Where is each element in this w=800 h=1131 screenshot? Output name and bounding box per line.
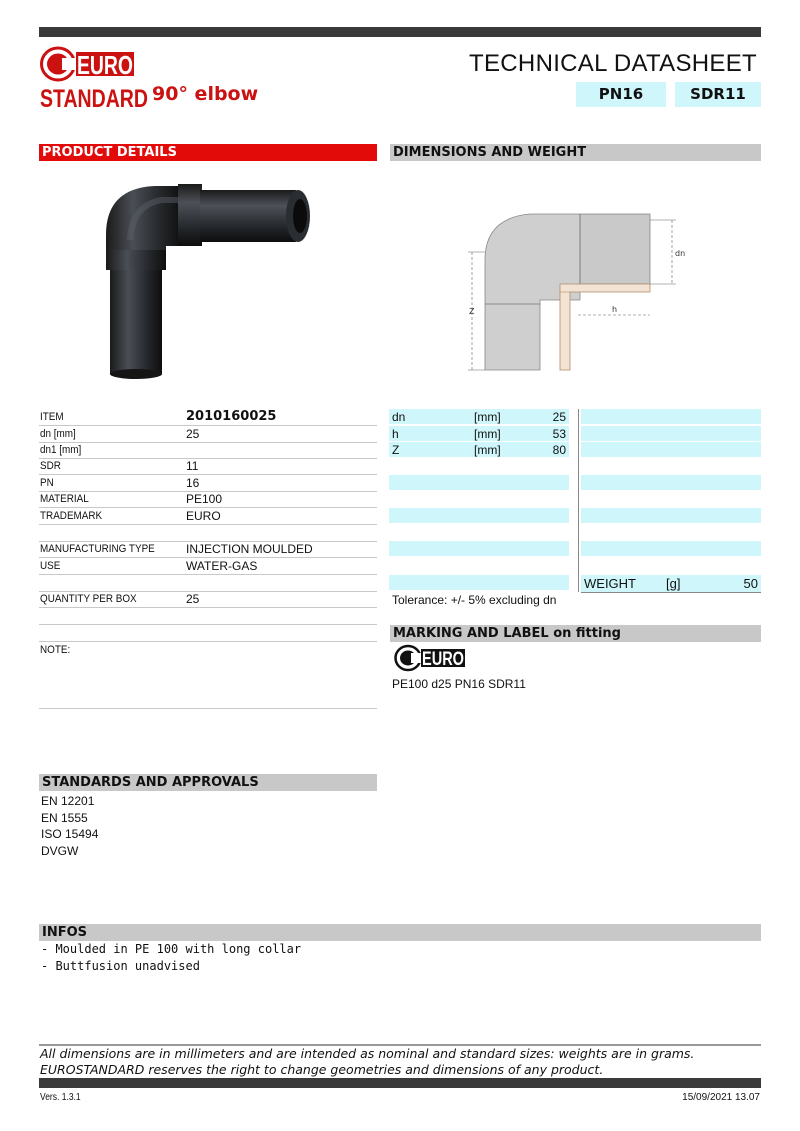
product-row [39,475,377,492]
dimension-row [389,442,569,457]
tolerance-text: Tolerance: +/- 5% excluding dn [392,593,557,607]
footer-note-line1: All dimensions are in millimeters and are intended as nominal and standard sizes: weights are in grams. [40,1046,695,1061]
version-text: Vers. 1.3.1 [40,1092,81,1103]
product-row-value: PE100 [186,492,223,506]
info-item: - Moulded in PE 100 with long collar [41,942,302,956]
product-row-value: INJECTION MOULDED [186,542,313,556]
infos-header: INFOS [39,924,761,941]
sdr-badge: SDR11 [675,82,761,107]
standard-item: DVGW [41,843,79,858]
dimension-value: 53 [552,427,566,441]
standard-item: EN 12201 [41,794,95,808]
info-item: - Buttfusion unadvised [41,959,200,973]
dimension-row-empty [581,475,761,490]
product-row-label: TRADEMARK [40,510,103,522]
product-row-label: dn [mm] [40,428,76,440]
product-row-label: QUANTITY PER BOX [40,593,137,605]
dimension-row-empty [581,442,761,457]
product-row-label: dn1 [mm] [40,444,82,456]
product-row [39,591,377,608]
dimension-row [389,541,569,556]
product-row [39,491,377,508]
dimension-row [389,475,569,490]
product-row [39,409,377,426]
product-row-value: EURO [186,509,221,523]
logo-standard-text: STANDARD [40,85,148,113]
dimension-unit: [mm] [474,443,501,457]
weight-value: 50 [743,576,758,591]
pn-badge: PN16 [576,82,666,107]
product-row-value: 16 [186,476,200,490]
dimension-row-empty [581,426,761,441]
product-row [39,508,377,525]
product-separator [39,641,377,642]
marking-label-header: MARKING AND LABEL on fitting [390,625,761,642]
footer-note-line2: EUROSTANDARD reserves the right to change geometries and dimensions of any product. [40,1062,604,1077]
eurostandard-logo-icon [40,46,136,82]
product-row [39,426,377,443]
weight-underline [581,592,761,593]
dimension-row [389,508,569,523]
product-details-header: PRODUCT DETAILS [39,144,377,161]
product-row [39,442,377,459]
top-bar [39,27,761,37]
product-row [39,458,377,475]
dimension-column-divider [578,409,579,592]
dimension-name: h [392,427,399,441]
dimension-row-empty [581,508,761,523]
document-title: TECHNICAL DATASHEET [469,50,757,77]
dimension-row [389,409,569,424]
dimension-value: 25 [552,410,566,424]
product-subtitle: 90° elbow [152,83,259,105]
product-row-value: 2010160025 [186,409,277,424]
standard-item: EN 1555 [41,810,88,825]
euro-marking-logo-icon [394,644,466,672]
product-row [39,575,377,592]
product-row-label: ITEM [40,411,64,423]
drawing-h-label: h [612,305,618,314]
dimension-row [389,575,569,590]
elbow-technical-drawing [460,200,700,380]
marking-logo-text: EURO [422,649,464,670]
product-row [39,558,377,575]
product-row [39,541,377,558]
note-label: NOTE: [40,644,71,656]
product-separator [39,624,377,625]
drawing-z-label: Z [469,307,475,316]
dimension-unit: [mm] [474,410,501,424]
product-row [39,525,377,542]
product-row-label: PN [40,477,54,489]
dimension-name: dn [392,410,406,424]
dimensions-weight-header: DIMENSIONS AND WEIGHT [390,144,761,161]
marking-text: PE100 d25 PN16 SDR11 [392,677,526,691]
product-row-label: MATERIAL [40,493,89,505]
weight-unit: [g] [666,576,681,591]
standards-header: STANDARDS AND APPROVALS [39,774,377,791]
bottom-bar [39,1078,761,1088]
product-row-value: 25 [186,427,200,441]
dimension-unit: [mm] [474,427,501,441]
product-row-value: WATER-GAS [186,559,258,573]
product-row-label: USE [40,560,61,572]
note-divider [39,708,377,709]
standard-item: ISO 15494 [41,827,99,841]
dimension-row-empty [581,541,761,556]
drawing-dn-label: dn [675,249,686,258]
weight-name: WEIGHT [584,576,636,591]
dimension-name: Z [392,443,400,457]
dimension-row [389,426,569,441]
date-text: 15/09/2021 13.07 [682,1092,760,1103]
product-row-value: 25 [186,592,200,606]
logo-text: EURO [77,50,133,80]
elbow-product-image [100,180,320,380]
dimension-value: 80 [552,443,566,457]
product-row-label: MANUFACTURING TYPE [40,543,155,555]
dimension-row-empty [581,409,761,424]
product-row-label: SDR [40,460,61,472]
product-row-value: 11 [186,459,199,473]
weight-row [581,575,761,592]
